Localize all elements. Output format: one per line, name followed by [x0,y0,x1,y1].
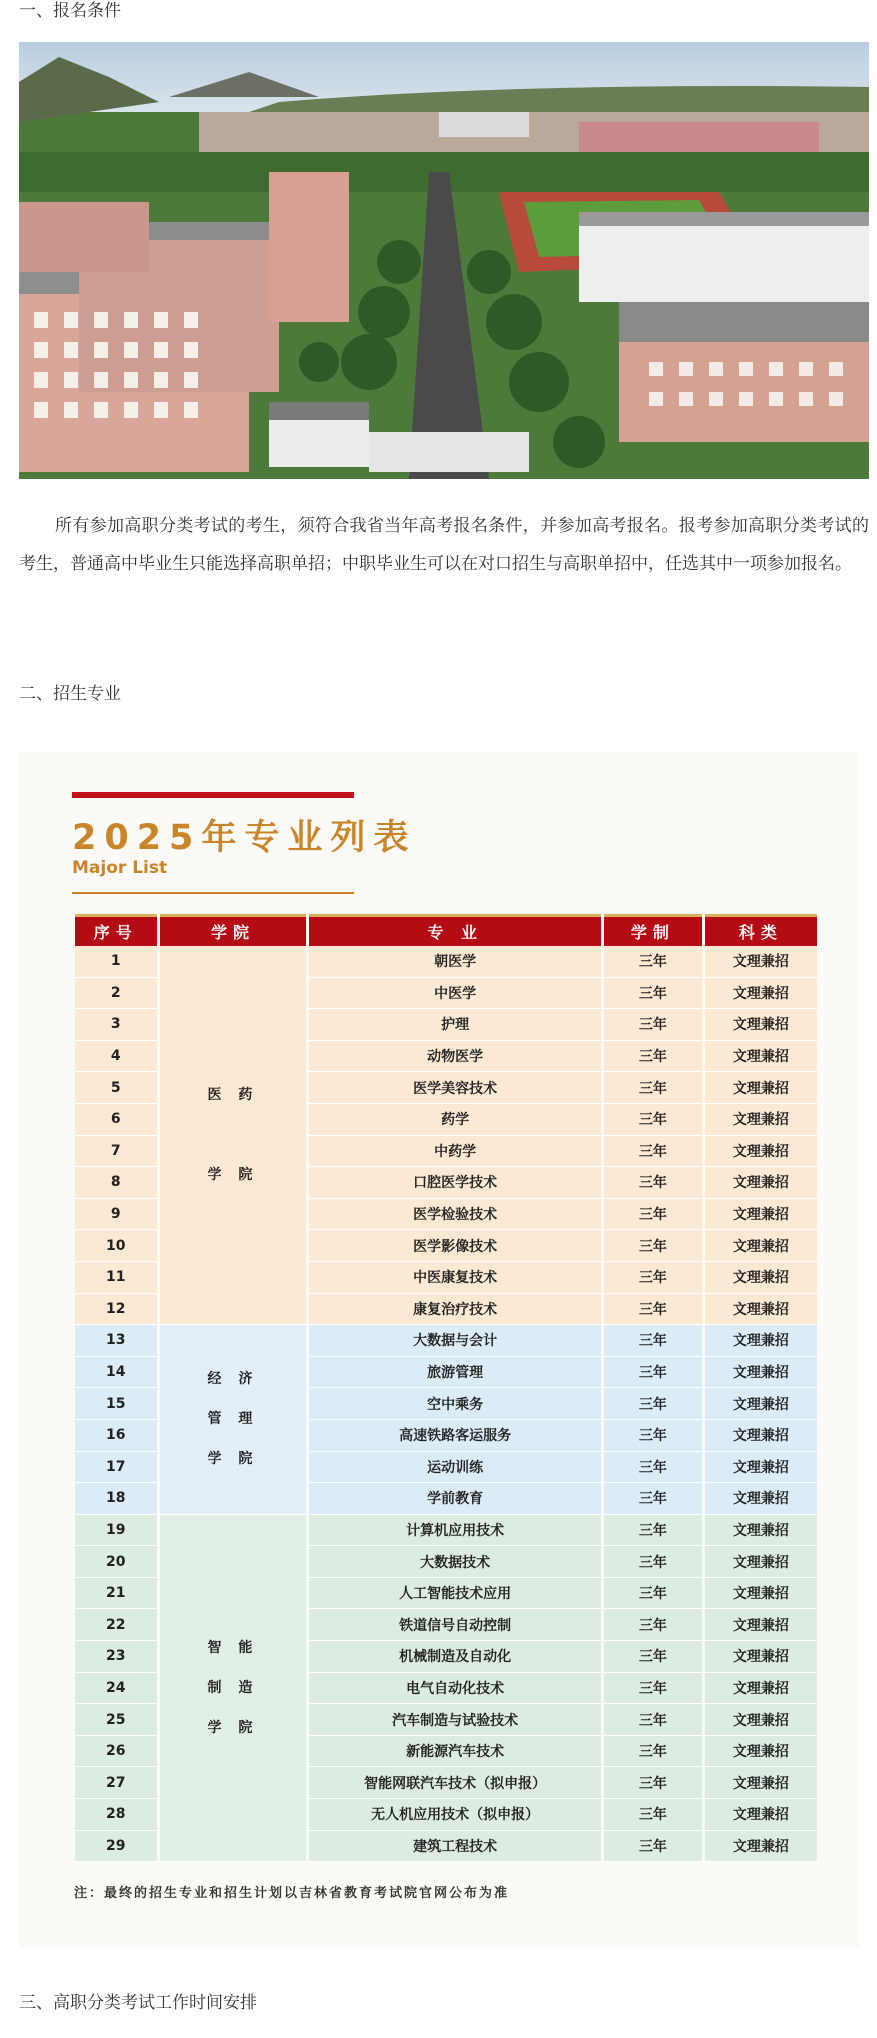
study-years: 三年 [604,1609,702,1641]
major-name: 铁道信号自动控制 [309,1609,601,1641]
row-number: 16 [75,1420,157,1452]
row-number: 17 [75,1452,157,1484]
study-years: 三年 [604,1072,702,1104]
row-number: 18 [75,1483,157,1515]
study-years: 三年 [604,1230,702,1262]
row-number: 12 [75,1294,157,1326]
study-years: 三年 [604,1641,702,1673]
major-name: 机械制造及自动化 [309,1641,601,1673]
major-name: 建筑工程技术 [309,1831,601,1863]
major-list-subtitle: Major List [72,858,168,878]
study-years: 三年 [604,1136,702,1168]
study-years: 三年 [604,1199,702,1231]
major-list-title: 2025年专业列表 [72,818,417,858]
row-number: 8 [75,1167,157,1199]
study-years: 三年 [604,1452,702,1484]
subject-type: 文理兼招 [705,1104,817,1136]
row-number: 11 [75,1262,157,1294]
subject-type: 文理兼招 [705,1799,817,1831]
major-name: 中医学 [309,978,601,1010]
study-years: 三年 [604,1262,702,1294]
header-years: 学制 [604,914,702,946]
row-number: 29 [75,1831,157,1863]
table-row [75,1325,817,1357]
header-college: 学院 [160,914,307,946]
study-years: 三年 [604,1009,702,1041]
section-heading-schedule: 三、高职分类考试工作时间安排 [19,1993,257,2013]
major-name: 朝医学 [309,946,601,978]
study-years: 三年 [604,1483,702,1515]
study-years: 三年 [604,1325,702,1357]
row-number: 1 [75,946,157,978]
subject-type: 文理兼招 [705,946,817,978]
row-number: 21 [75,1578,157,1610]
header-type: 科类 [705,914,817,946]
campus-aerial-photo [19,42,869,479]
study-years: 三年 [604,1736,702,1768]
study-years: 三年 [604,1673,702,1705]
header-no: 序号 [75,914,157,946]
row-number: 13 [75,1325,157,1357]
row-number: 23 [75,1641,157,1673]
subject-type: 文理兼招 [705,1452,817,1484]
row-number: 24 [75,1673,157,1705]
subject-type: 文理兼招 [705,1357,817,1389]
study-years: 三年 [604,1104,702,1136]
subject-type: 文理兼招 [705,1136,817,1168]
major-name: 新能源汽车技术 [309,1736,601,1768]
major-name: 中医康复技术 [309,1262,601,1294]
major-name: 药学 [309,1104,601,1136]
table-header-row [75,914,817,946]
subject-type: 文理兼招 [705,1609,817,1641]
major-table-body [75,946,817,1862]
study-years: 三年 [604,1515,702,1547]
major-list-graphic [19,752,859,1948]
subject-type: 文理兼招 [705,1230,817,1262]
subject-type: 文理兼招 [705,1167,817,1199]
row-number: 15 [75,1388,157,1420]
major-name: 智能网联汽车技术（拟申报） [309,1767,601,1799]
subject-type: 文理兼招 [705,1578,817,1610]
title-underline [72,892,354,894]
row-number: 27 [75,1767,157,1799]
study-years: 三年 [604,1041,702,1073]
row-number: 9 [75,1199,157,1231]
study-years: 三年 [604,946,702,978]
row-number: 26 [75,1736,157,1768]
section-heading-registration: 一、报名条件 [19,1,121,21]
major-name: 康复治疗技术 [309,1294,601,1326]
study-years: 三年 [604,1831,702,1863]
row-number: 10 [75,1230,157,1262]
row-number: 19 [75,1515,157,1547]
subject-type: 文理兼招 [705,1009,817,1041]
major-name: 空中乘务 [309,1388,601,1420]
major-name: 无人机应用技术（拟申报） [309,1799,601,1831]
major-name: 人工智能技术应用 [309,1578,601,1610]
major-name: 大数据技术 [309,1546,601,1578]
row-number: 28 [75,1799,157,1831]
study-years: 三年 [604,1357,702,1389]
subject-type: 文理兼招 [705,1736,817,1768]
row-number: 14 [75,1357,157,1389]
major-table [72,914,820,1862]
row-number: 5 [75,1072,157,1104]
major-name: 计算机应用技术 [309,1515,601,1547]
table-note: 注：最终的招生专业和招生计划以吉林省教育考试院官网公布为准 [74,1886,510,1901]
subject-type: 文理兼招 [705,1041,817,1073]
header-major: 专 业 [309,914,601,946]
subject-type: 文理兼招 [705,1704,817,1736]
major-name: 电气自动化技术 [309,1673,601,1705]
major-name: 汽车制造与试验技术 [309,1704,601,1736]
row-number: 4 [75,1041,157,1073]
major-name: 医学美容技术 [309,1072,601,1104]
college-cell: 经 济 管 理 学 院 [160,1325,307,1515]
subject-type: 文理兼招 [705,978,817,1010]
subject-type: 文理兼招 [705,1072,817,1104]
row-number: 7 [75,1136,157,1168]
subject-type: 文理兼招 [705,1388,817,1420]
major-name: 口腔医学技术 [309,1167,601,1199]
study-years: 三年 [604,1546,702,1578]
subject-type: 文理兼招 [705,1515,817,1547]
table-row [75,1515,817,1547]
study-years: 三年 [604,1799,702,1831]
row-number: 6 [75,1104,157,1136]
subject-type: 文理兼招 [705,1262,817,1294]
subject-type: 文理兼招 [705,1325,817,1357]
college-cell: 智 能 制 造 学 院 [160,1515,307,1863]
major-name: 中药学 [309,1136,601,1168]
major-name: 学前教育 [309,1483,601,1515]
study-years: 三年 [604,1767,702,1799]
row-number: 2 [75,978,157,1010]
major-name: 大数据与会计 [309,1325,601,1357]
subject-type: 文理兼招 [705,1483,817,1515]
study-years: 三年 [604,1294,702,1326]
major-name: 高速铁路客运服务 [309,1420,601,1452]
major-name: 护理 [309,1009,601,1041]
section-heading-majors: 二、招生专业 [19,684,121,704]
row-number: 25 [75,1704,157,1736]
study-years: 三年 [604,978,702,1010]
study-years: 三年 [604,1704,702,1736]
row-number: 3 [75,1009,157,1041]
subject-type: 文理兼招 [705,1420,817,1452]
major-name: 医学影像技术 [309,1230,601,1262]
study-years: 三年 [604,1420,702,1452]
table-row [75,946,817,978]
row-number: 22 [75,1609,157,1641]
subject-type: 文理兼招 [705,1767,817,1799]
major-name: 运动训练 [309,1452,601,1484]
subject-type: 文理兼招 [705,1641,817,1673]
major-name: 医学检验技术 [309,1199,601,1231]
major-name: 旅游管理 [309,1357,601,1389]
title-top-bar [72,792,354,798]
study-years: 三年 [604,1578,702,1610]
subject-type: 文理兼招 [705,1673,817,1705]
study-years: 三年 [604,1167,702,1199]
college-cell: 医 药 学 院 [160,946,307,1325]
subject-type: 文理兼招 [705,1294,817,1326]
registration-paragraph: 所有参加高职分类考试的考生，须符合我省当年高考报名条件，并参加高考报名。报考参加高职分类考试的考生，普通高中毕业生只能选择高职单招；中职毕业生可以在对口招生与高职单招中，任选其中一项参加报名。 [19,516,869,574]
subject-type: 文理兼招 [705,1831,817,1863]
subject-type: 文理兼招 [705,1199,817,1231]
row-number: 20 [75,1546,157,1578]
subject-type: 文理兼招 [705,1546,817,1578]
major-name: 动物医学 [309,1041,601,1073]
study-years: 三年 [604,1388,702,1420]
